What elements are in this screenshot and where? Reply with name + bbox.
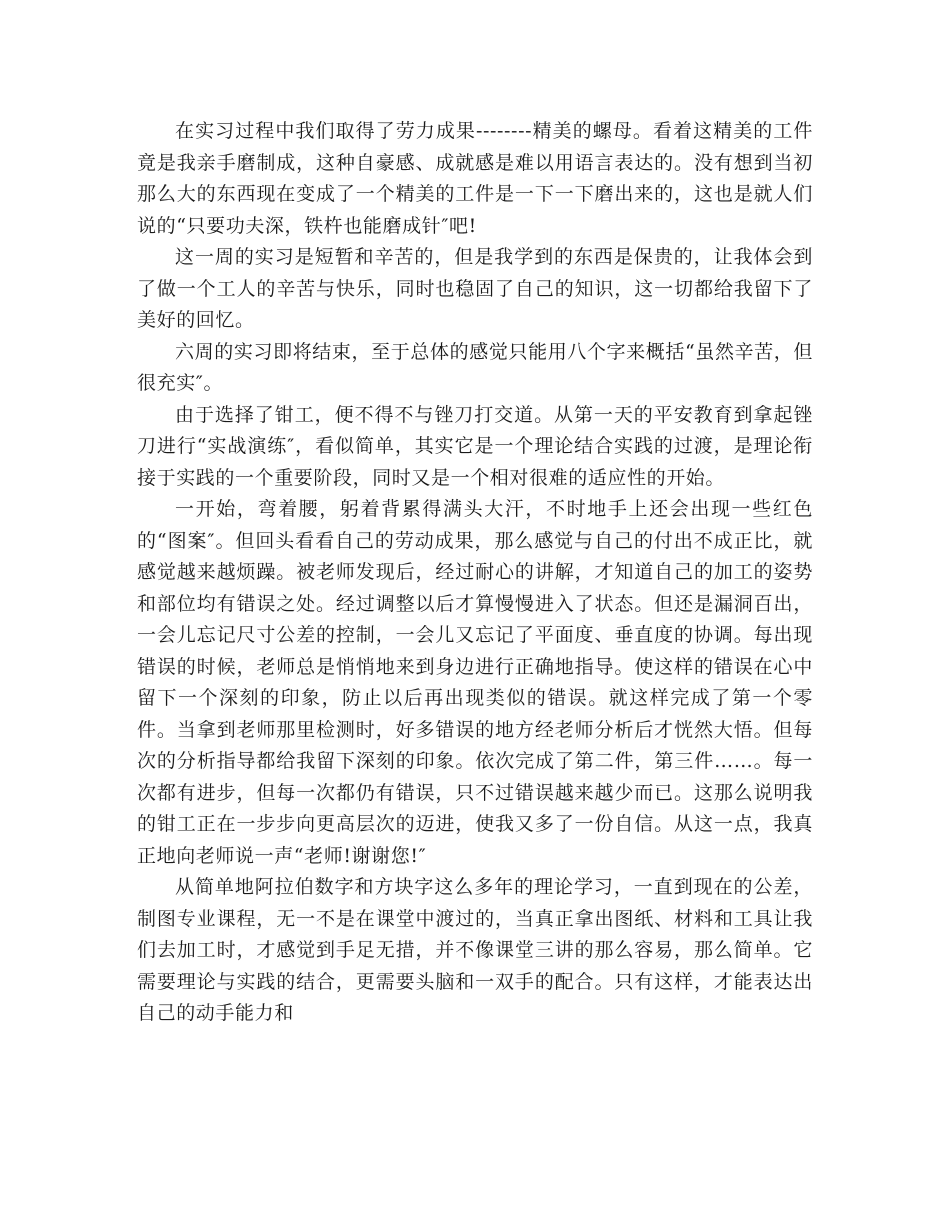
paragraph-2: 这一周的实习是短暂和辛苦的，但是我学到的东西是保贵的，让我体会到了做一个工人的辛苦与快乐，同时也稳固了自己的知识，这一切都给我留下了美好的回忆。 xyxy=(137,246,813,331)
paragraph-1: 在实习过程中我们取得了劳力成果--------精美的螺母。看着这精美的工件竟是我亲手磨制成，这种自豪感、成就感是难以用语言表达的。没有想到当初那么大的东西现在变成了一个精美的工件是一下一下磨出来的，这也是就人们说的“只要功夫深，铁杵也能磨成针″吧! xyxy=(137,120,813,237)
paragraph-4: 由于选择了钳工，便不得不与锉刀打交道。从第一天的平安教育到拿起锉刀进行“实战演练″，看似简单，其实它是一个理论结合实践的过渡，是理论衔接于实践的一个重要阶段，同时又是一个相对很难的适应性的开始。 xyxy=(137,403,813,489)
document-body xyxy=(137,116,813,1030)
paragraph-6: 从简单地阿拉伯数字和方块字这么多年的理论学习，一直到现在的公差，制图专业课程，无一不是在课堂中渡过的，当真正拿出图纸、材料和工具让我们去加工时，才感觉到手足无措，并不像课堂三讲的那么容易，那么简单。它需要理论与实践的结合，更需要头脑和一双手的配合。只有这样，才能表达出自己的动手能力和 xyxy=(137,876,813,1024)
paragraph-5: 一开始，弯着腰，躬着背累得满头大汗，不时地手上还会出现一些红色的“图案″。但回头看看自己的劳动成果，那么感觉与自己的付出不成正比，就感觉越来越烦躁。被老师发现后，经过耐心的讲解，才知道自己的加工的姿势和部位均有错误之处。经过调整以后才算慢慢进入了状态。但还是漏洞百出，一会儿忘记尺寸公差的控制，一会儿又忘记了平面度、垂直度的协调。每出现错误的时候，老师总是悄悄地来到身边进行正确地指导。使这样的错误在心中留下一个深刻的印象，防止以后再出现类似的错误。就这样完成了第一个零件。当拿到老师那里检测时，好多错误的地方经老师分析后才恍然大悟。但每次的分析指导都给我留下深刻的印象。依次完成了第二件，第三件……。每一次都有进步，但每一次都仍有错误，只不过错误越来越少而已。这那么说明我的钳工正在一步步向更高层次的迈进，使我又多了一份自信。从这一点，我真正地向老师说一声“老师!谢谢您!″ xyxy=(137,498,813,867)
paragraph-3: 六周的实习即将结束，至于总体的感觉只能用八个字来概括“虽然辛苦，但很充实″。 xyxy=(137,340,813,394)
